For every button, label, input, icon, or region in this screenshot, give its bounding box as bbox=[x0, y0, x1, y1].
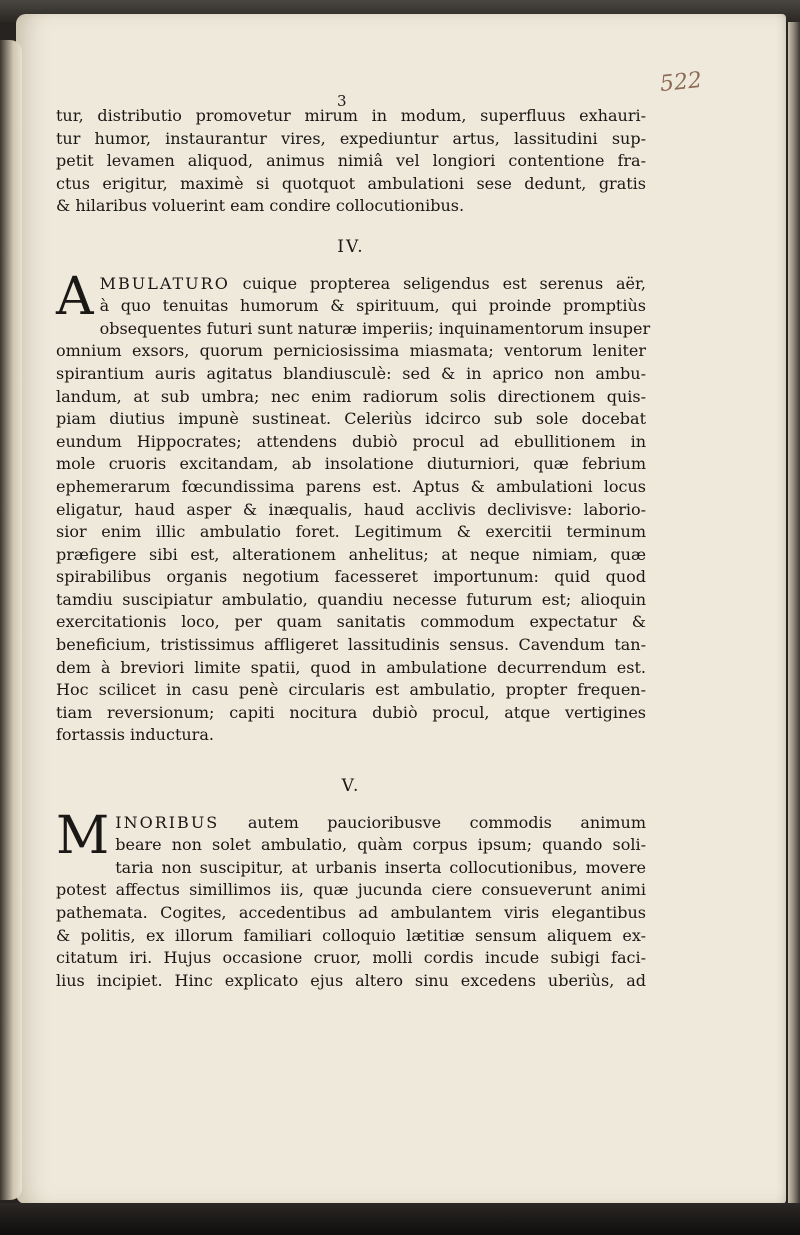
text-line: à quo tenuitas humorum & spirituum, qui proinde promptiùs bbox=[99, 296, 646, 316]
text-line: mole cruoris excitandam, ab insolatione diuturniori, quæ febrium bbox=[56, 454, 646, 474]
drop-cap: M bbox=[56, 805, 110, 866]
page-edge-right bbox=[788, 22, 800, 1212]
text-line: piam diutius impunè sustineat. Celeriùs idcirco sub sole docebat bbox=[56, 409, 646, 429]
page-curl-left bbox=[0, 40, 22, 1200]
text-line: exercitationis loco, per quam sanitatis commodum expectatur & bbox=[56, 612, 646, 632]
text-line: citatum iri. Hujus occasione cruor, molli cordis incude subigi faci- bbox=[56, 948, 646, 968]
text-line: tamdiu suscipiatur ambulatio, quandiu necesse futurum est; alioquin bbox=[56, 589, 646, 609]
text-line: spirabilibus organis negotium facesseret importunum: quid quod bbox=[56, 567, 646, 587]
text-line: & politis, ex illorum familiari colloquio lætitiæ sensum aliquem ex- bbox=[56, 925, 646, 945]
text-line: ctus erigitur, maximè si quotquot ambulationi sese dedunt, gratis bbox=[56, 173, 646, 193]
text-line: lius incipiet. Hinc explicato ejus altero sinu excedens uberiùs, ad bbox=[56, 970, 646, 990]
text-line: ephemerarum fœcundissima parens est. Aptus & ambulationi locus bbox=[56, 476, 646, 496]
text-line: obsequentes futuri sunt naturæ imperiis; inquinamentorum insuper bbox=[99, 318, 651, 338]
text-line: præfigere sibi est, alterationem anhelitus; at neque nimiam, quæ bbox=[56, 544, 646, 564]
text-fragment: cuique propterea seligendus est serenus aër, bbox=[229, 273, 646, 293]
text-line: tur, distributio promovetur mirum in modum, superfluus exhauri- bbox=[56, 106, 646, 125]
book-bottom-edge bbox=[0, 1203, 800, 1235]
text-line: Hoc scilicet in casu penè circularis est ambulatio, propter frequen- bbox=[56, 680, 646, 700]
section-iv-paragraph bbox=[56, 266, 651, 747]
text-line: beare non solet ambulatio, quàm corpus ipsum; quando soli- bbox=[115, 835, 646, 855]
text-line: potest affectus simillimos iis, quæ jucunda ciere consueverunt animi bbox=[56, 880, 646, 900]
handwritten-folio-number: 522 bbox=[658, 67, 704, 98]
text-line: pathemata. Cogites, accedentibus ad ambulantem viris elegantibus bbox=[56, 903, 646, 922]
section-heading-iv: IV. bbox=[337, 236, 365, 257]
drop-cap: A bbox=[56, 266, 94, 327]
text-line: taria non suscipitur, at urbanis inserta collocutionibus, movere bbox=[115, 857, 646, 877]
text-line bbox=[56, 812, 646, 835]
text-line: omnium exsors, quorum perniciosissima miasmata; ventorum leniter bbox=[56, 341, 646, 361]
text-line: sior enim illic ambulatio foret. Legitimum & exercitii terminum bbox=[56, 522, 646, 542]
text-fragment: autem paucioribusve commodis animum bbox=[219, 812, 646, 832]
section-heading-v: V. bbox=[341, 776, 361, 797]
text-line: landum, at sub umbra; nec enim radiorum solis directionem quis- bbox=[56, 386, 646, 406]
intro-paragraph bbox=[56, 105, 646, 218]
text-line: & hilaribus voluerint eam condire collocutionibus. bbox=[56, 196, 465, 216]
text-line: eligatur, haud asper & inæqualis, haud acclivis declivisve: laborio- bbox=[56, 499, 646, 519]
text-line: beneficium, tristissimus affligeret lassitudinis sensus. Cavendum tan- bbox=[56, 635, 646, 655]
section-v-paragraph bbox=[56, 805, 646, 993]
page-text bbox=[56, 105, 651, 992]
text-line: tiam reversionum; capiti nocitura dubiò procul, atque vertigines bbox=[56, 702, 646, 722]
text-line: fortassis inductura. bbox=[56, 725, 214, 745]
text-line: eundum Hippocrates; attendens dubiò procul ad ebullitionem in bbox=[56, 431, 646, 451]
first-word-smallcaps: MBULATURO bbox=[99, 273, 230, 293]
text-line: spirantium auris agitatus blandiusculè: sed & in aprico non ambu- bbox=[56, 363, 646, 383]
first-word-smallcaps: INORIBUS bbox=[115, 812, 220, 832]
text-line bbox=[56, 273, 646, 296]
text-line: tur humor, instaurantur vires, expediuntur artus, lassitudini sup- bbox=[56, 128, 646, 148]
text-line: dem à breviori limite spatii, quod in ambulatione decurrendum est. bbox=[56, 657, 646, 677]
page-number: 3 bbox=[337, 92, 347, 110]
text-line: petit levamen aliquod, animus nimiâ vel longiori contentione fra- bbox=[56, 151, 646, 171]
